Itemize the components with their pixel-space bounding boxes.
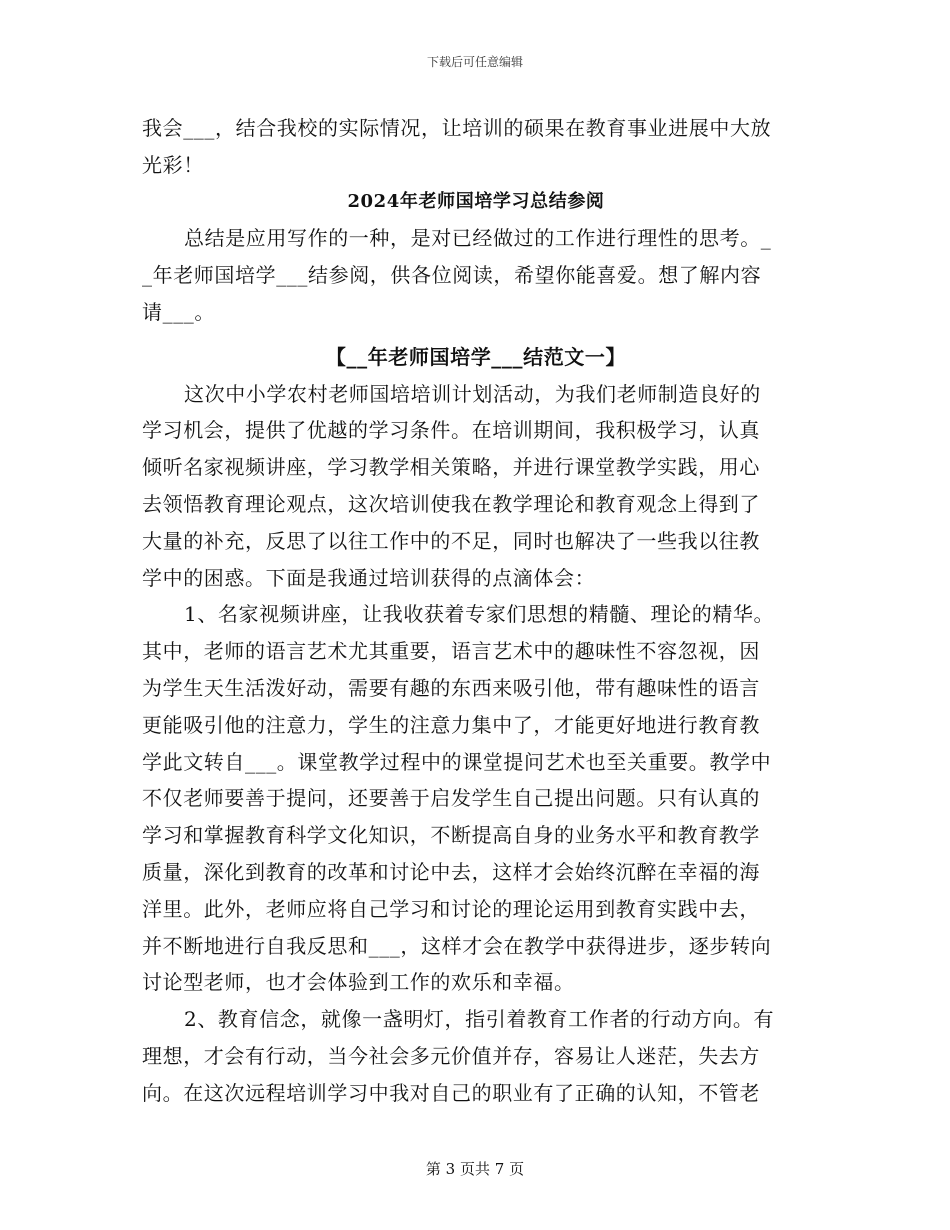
paragraph-line: 倾听名家视频讲座，学习教学相关策略，并进行课堂教学实践，用心 — [142, 455, 760, 480]
paragraph-line: 总结是应用写作的一种，是对已经做过的工作进行理性的思考。_ — [184, 226, 772, 251]
paragraph-line: 请___。 — [142, 299, 215, 324]
page-footer-number: 第 3 页共 7 页 — [425, 1160, 525, 1178]
paragraph-line: 光彩！ — [142, 152, 204, 177]
document-body — [142, 110, 810, 1112]
paragraph-line: 洋里。此外，老师应将自己学习和讨论的理论运用到教育实践中去， — [142, 896, 760, 921]
document-title: 2024年老师国培学习总结参阅 — [347, 190, 605, 212]
paragraph-line: 1、名家视频讲座，让我收获着专家们思想的精髓、理论的精华。 — [184, 602, 775, 627]
paragraph-line: 学习机会，提供了优越的学习条件。在培训期间，我积极学习，认真 — [142, 418, 760, 443]
paragraph-line: 这次中小学农村老师国培培训计划活动，为我们老师制造良好的 — [184, 381, 761, 406]
paragraph-line: 质量，深化到教育的改革和讨论中去，这样才会始终沉醉在幸福的海 — [142, 859, 760, 884]
paragraph-line: _年老师国培学___结参阅，供各位阅读，希望你能喜爱。想了解内容 — [142, 263, 762, 288]
paragraph-line: 为学生天生活泼好动，需要有趣的东西来吸引他，带有趣味性的语言 — [142, 675, 760, 700]
paragraph-line: 学习和掌握教育科学文化知识，不断提高自身的业务水平和教育教学 — [142, 823, 760, 848]
paragraph-line: 学此文转自___。课堂教学过程中的课堂提问艺术也至关重要。教学中 — [142, 749, 772, 774]
paragraph-line: 其中，老师的语言艺术尤其重要，语言艺术中的趣味性不容忽视，因 — [142, 639, 760, 664]
paragraph-line: 去领悟教育理论观点，这次培训使我在教学理论和教育观念上得到了 — [142, 491, 760, 516]
section-heading: 【__年老师国培学___结范文一】 — [325, 344, 627, 369]
paragraph-line: 不仅老师要善于提问，还要善于启发学生自己提出问题。只有认真的 — [142, 786, 760, 811]
paragraph-line: 向。在这次远程培训学习中我对自己的职业有了正确的认知，不管老 — [142, 1080, 760, 1105]
paragraph-line: 并不断地进行自我反思和___，这样才会在教学中获得进步，逐步转向 — [142, 933, 772, 958]
paragraph-line: 理想，才会有行动，当今社会多元价值并存，容易让人迷茫，失去方 — [142, 1043, 760, 1068]
paragraph-line: 讨论型老师，也才会体验到工作的欢乐和幸福。 — [142, 970, 575, 995]
paragraph-line: 大量的补充，反思了以往工作中的不足，同时也解决了一些我以往教 — [142, 528, 760, 553]
paragraph-line: 更能吸引他的注意力，学生的注意力集中了，才能更好地进行教育教 — [142, 712, 760, 737]
paragraph-line: 2、教育信念，就像一盏明灯，指引着教育工作者的行动方向。有 — [184, 1007, 775, 1032]
page-header-note: 下载后可任意编辑 — [426, 55, 523, 69]
paragraph-line: 学中的困惑。下面是我通过培训获得的点滴体会： — [142, 565, 596, 590]
paragraph-line: 我会___，结合我校的实际情况，让培训的硕果在教育事业进展中大放 — [142, 116, 772, 140]
